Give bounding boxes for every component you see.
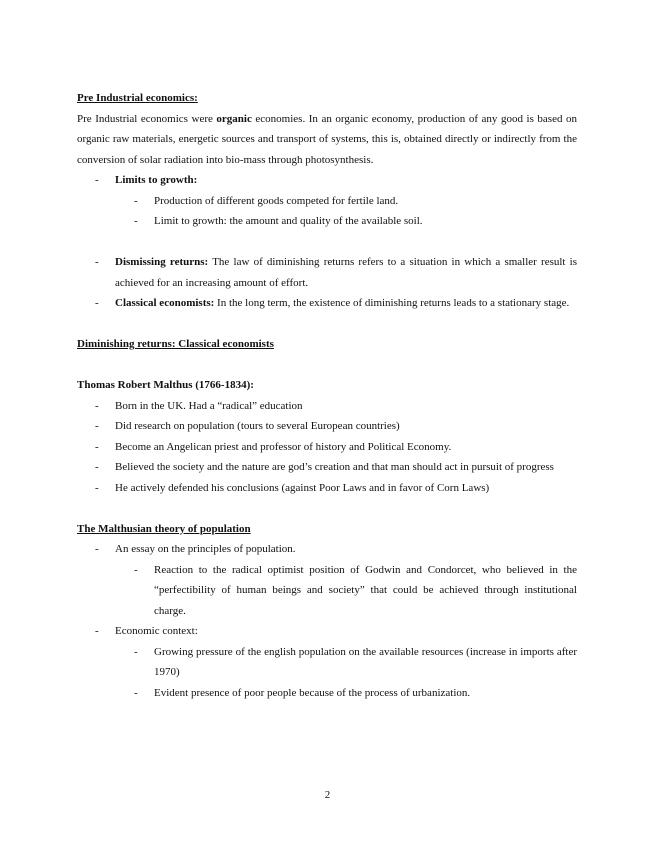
theory-list xyxy=(77,539,577,703)
list-item: - Production of different goods competed for fertile land. xyxy=(154,191,577,212)
limits-label: Limits to growth: xyxy=(115,174,198,186)
person-name: Thomas Robert Malthus (1766-1834): xyxy=(77,379,254,391)
list-item-dismissing xyxy=(115,252,577,293)
pre-industrial-list xyxy=(77,170,577,232)
section-heading-diminishing: Diminishing returns: Classical economists xyxy=(77,338,274,350)
context-text: Economic context: xyxy=(115,625,198,637)
list-item-context xyxy=(115,621,577,703)
list-item: - Evident presence of poor people because of the process of urbanization. xyxy=(154,683,577,704)
intro-bold-term: organic xyxy=(216,112,252,125)
section-heading-malthusian: The Malthusian theory of population xyxy=(77,522,251,535)
list-item: - Believed the society and the nature are god’s creation and that man should act in pursuit of progress xyxy=(115,457,577,478)
list-item: - Limit to growth: the amount and quality of the available soil. xyxy=(154,211,577,232)
page-number: 2 xyxy=(324,789,331,801)
list-item: - Did research on population (tours to several European countries) xyxy=(115,416,577,437)
dismissing-text: The law of diminishing returns refers to a situation in which a smaller result is achieved for an increasing amount of effort. xyxy=(115,256,577,289)
malthus-list xyxy=(77,396,577,499)
intro-paragraph xyxy=(77,109,577,171)
person-heading xyxy=(77,375,577,396)
list-item-classical xyxy=(115,293,577,314)
list-item-essay xyxy=(115,539,577,621)
list-item: - Become an Angelican priest and professor of history and Political Economy. xyxy=(115,437,577,458)
intro-text-start: Pre Industrial economics were xyxy=(77,112,217,125)
limits-sublist xyxy=(115,191,577,232)
returns-list xyxy=(77,252,577,314)
list-item: - Reaction to the radical optimist position of Godwin and Condorcet, who believed in the “perfectibility of human beings and society” that could be achieved through institutional charge. xyxy=(154,560,577,622)
classical-text: In the long term, the existence of diminishing returns leads to a stationary stage. xyxy=(214,297,570,309)
context-sublist xyxy=(115,642,577,704)
classical-label: Classical economists: xyxy=(115,297,215,309)
intro-text-end: economies. In an organic economy, production of any good is based on organic raw materials, energetic sources and transport of systems, this is, obtained directly or indirectly from the conversion of solar radiation into bio-mass through photosynthesis. xyxy=(77,112,577,166)
list-item: - Born in the UK. Had a “radical” education xyxy=(115,396,577,417)
essay-text: An essay on the principles of population. xyxy=(115,543,296,555)
list-item: - Growing pressure of the english population on the available resources (increase in imports after 1970) xyxy=(154,642,577,683)
list-item: - He actively defended his conclusions (against Poor Laws and in favor of Corn Laws) xyxy=(115,478,577,499)
document-page xyxy=(77,88,577,703)
section-heading-pre-industrial: Pre Industrial economics: xyxy=(77,92,198,104)
essay-sublist xyxy=(115,560,577,622)
list-item-limits xyxy=(115,170,577,232)
dismissing-label: Dismissing returns: xyxy=(115,256,209,268)
